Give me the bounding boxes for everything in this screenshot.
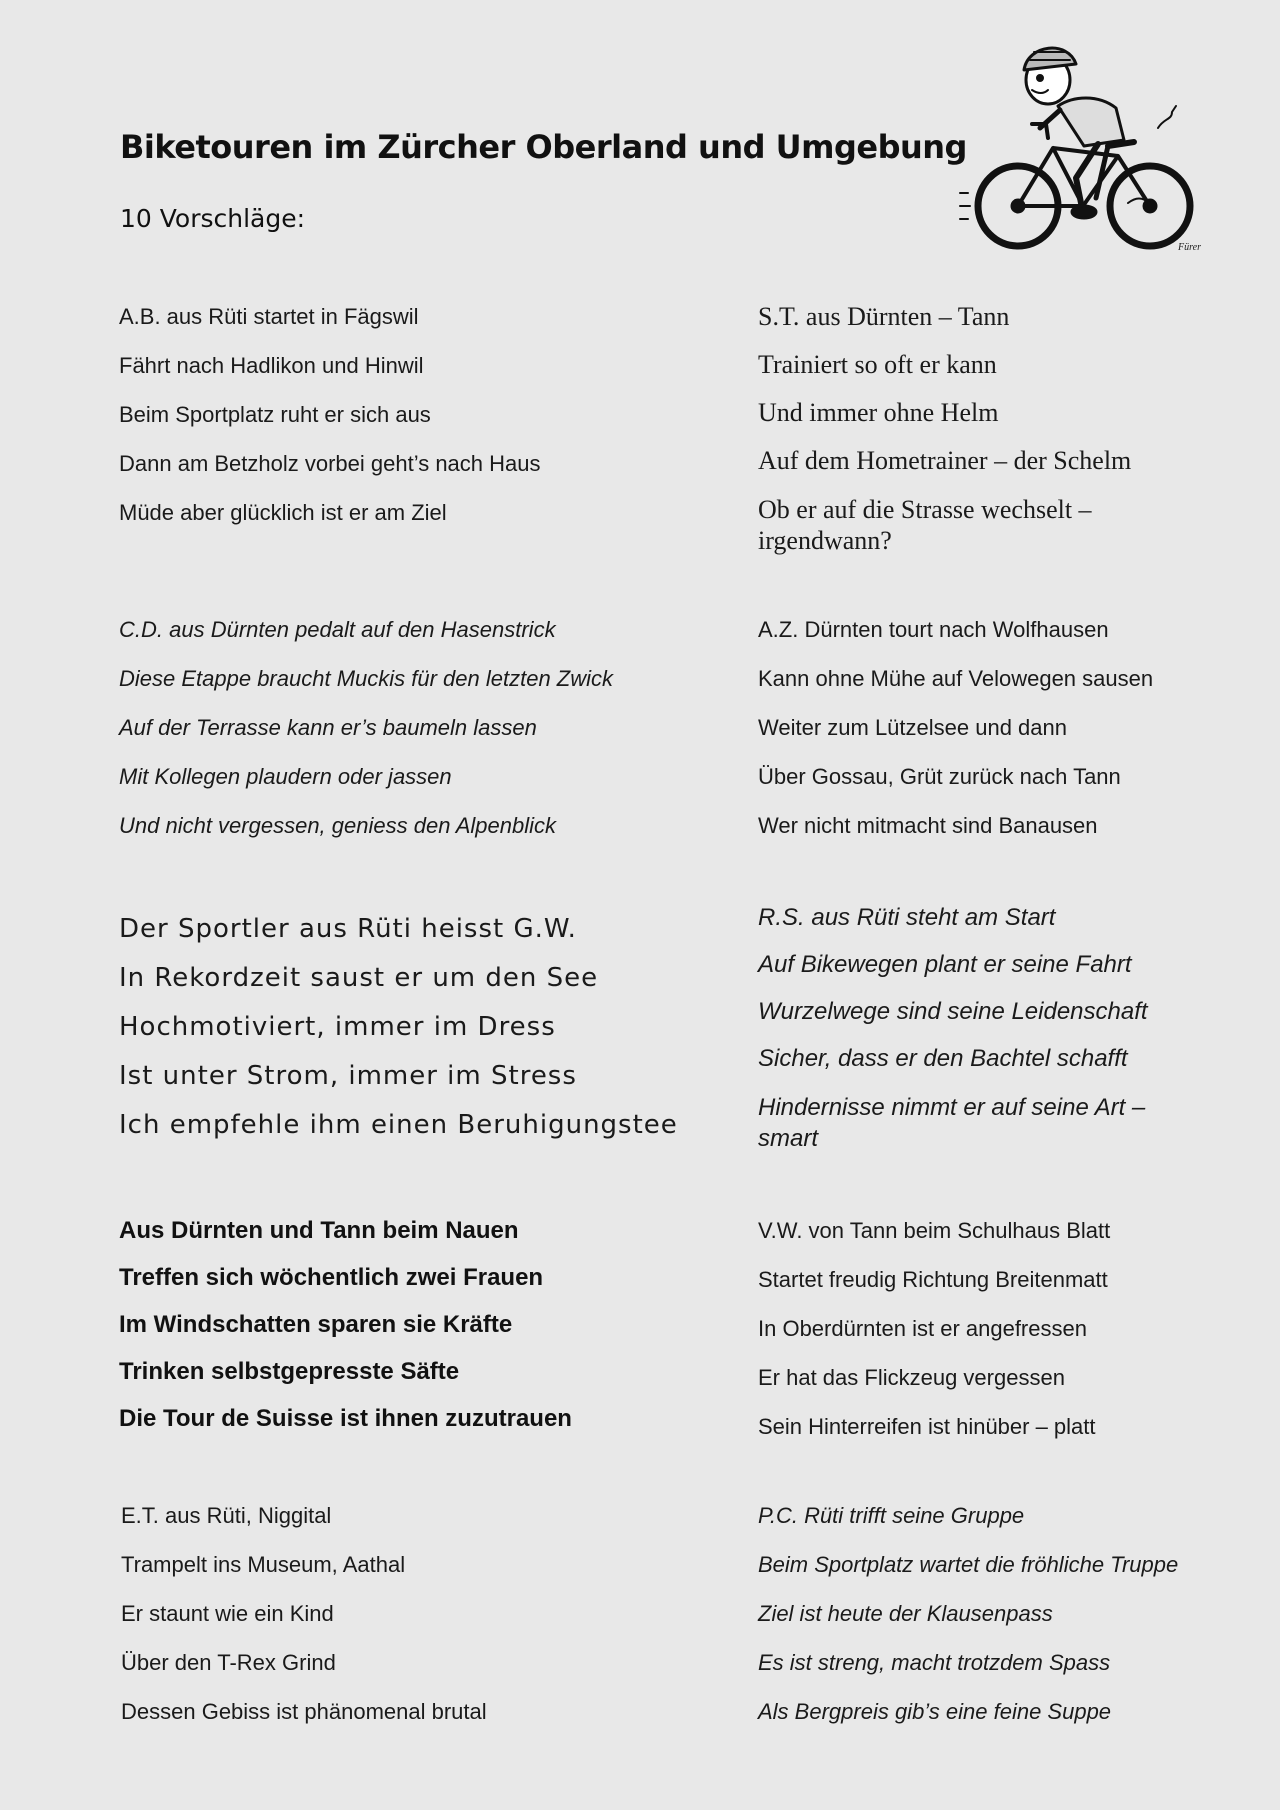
stanza-line: Beim Sportplatz wartet die fröhliche Truppe <box>758 1552 1179 1577</box>
stanza-line: Über den T-Rex Grind <box>121 1650 336 1675</box>
stanza-line: Mit Kollegen plaudern oder jassen <box>119 764 452 789</box>
stanza-line: Hochmotiviert, immer im Dress <box>119 1012 556 1042</box>
stanza-line: Der Sportler aus Rüti heisst G.W. <box>119 914 577 944</box>
stanza-line: Dessen Gebiss ist phänomenal brutal <box>121 1699 487 1724</box>
stanza-line: Trainiert so oft er kann <box>758 350 997 379</box>
stanza-line: In Rekordzeit saust er um den See <box>119 963 599 993</box>
stanza-line: Trinken selbstgepresste Säfte <box>119 1358 460 1385</box>
stanza-line: Kann ohne Mühe auf Velowegen sausen <box>758 666 1154 691</box>
stanza-line: E.T. aus Rüti, Niggital <box>121 1503 332 1528</box>
stanza-line: Er hat das Flickzeug vergessen <box>758 1365 1065 1390</box>
stanza-line: Beim Sportplatz ruht er sich aus <box>119 402 431 427</box>
stanza-line: V.W. von Tann beim Schulhaus Blatt <box>758 1218 1111 1243</box>
stanza-line: Es ist streng, macht trotzdem Spass <box>758 1650 1111 1675</box>
stanza-line: Sein Hinterreifen ist hinüber – platt <box>758 1414 1096 1439</box>
stanza-line: Und nicht vergessen, geniess den Alpenblick <box>119 813 557 838</box>
stanza-line: Auf der Terrasse kann er’s baumeln lassen <box>119 715 537 740</box>
page-title: Biketouren im Zürcher Oberland und Umgebung <box>120 128 967 166</box>
stanza-line: Sicher, dass er den Bachtel schafft <box>758 1045 1128 1072</box>
stanza-line: Ich empfehle ihm einen Beruhigungstee <box>119 1110 678 1140</box>
stanza-line: Hindernisse nimmt er auf seine Art – smart <box>758 1094 1146 1152</box>
stanza-line: In Oberdürnten ist er angefressen <box>758 1316 1087 1341</box>
stanza-line: S.T. aus Dürnten – Tann <box>758 302 1010 331</box>
stanza-line: Ziel ist heute der Klausenpass <box>758 1601 1053 1626</box>
stanza-line: A.B. aus Rüti startet in Fägswil <box>119 304 419 329</box>
stanza-line: R.S. aus Rüti steht am Start <box>758 904 1056 931</box>
stanza-line: Ist unter Strom, immer im Stress <box>119 1061 577 1091</box>
stanza-line: Auf dem Hometrainer – der Schelm <box>758 446 1132 475</box>
stanza-line: Aus Dürnten und Tann beim Nauen <box>119 1217 519 1244</box>
stanza-line: A.Z. Dürnten tourt nach Wolfhausen <box>758 617 1109 642</box>
stanza-line: Wurzelwege sind seine Leidenschaft <box>758 998 1148 1025</box>
stanza-line: Wer nicht mitmacht sind Banausen <box>758 813 1098 838</box>
stanza-line: P.C. Rüti trifft seine Gruppe <box>758 1503 1025 1528</box>
stanza-line: Auf Bikewegen plant er seine Fahrt <box>758 951 1132 978</box>
stanza-line: Weiter zum Lützelsee und dann <box>758 715 1067 740</box>
stanza-line: C.D. aus Dürnten pedalt auf den Hasenstrick <box>119 617 556 642</box>
stanza-line: Treffen sich wöchentlich zwei Frauen <box>119 1264 544 1291</box>
stanza-line: Als Bergpreis gib’s eine feine Suppe <box>758 1699 1112 1724</box>
stanza-line: Über Gossau, Grüt zurück nach Tann <box>758 764 1121 789</box>
stanza-line: Startet freudig Richtung Breitenmatt <box>758 1267 1108 1292</box>
cyclist-illustration <box>948 28 1228 254</box>
stanza-line: Diese Etappe braucht Muckis für den letzten Zwick <box>119 666 614 691</box>
stanza-line: Dann am Betzholz vorbei geht’s nach Haus <box>119 451 541 476</box>
stanza-line: Ob er auf die Strasse wechselt – irgendwann? <box>758 495 1092 555</box>
artist-signature: Fürer <box>1178 242 1201 253</box>
stanza-line: Er staunt wie ein Kind <box>121 1601 334 1626</box>
stanza-line: Im Windschatten sparen sie Kräfte <box>119 1311 513 1338</box>
stanza-line: Fährt nach Hadlikon und Hinwil <box>119 353 424 378</box>
stanza-line: Trampelt ins Museum, Aathal <box>121 1552 406 1577</box>
stanza-line: Und immer ohne Helm <box>758 398 999 427</box>
stanza-line: Die Tour de Suisse ist ihnen zuzutrauen <box>119 1405 572 1432</box>
stanza-line: Müde aber glücklich ist er am Ziel <box>119 500 447 525</box>
page-subtitle: 10 Vorschläge: <box>120 204 306 233</box>
